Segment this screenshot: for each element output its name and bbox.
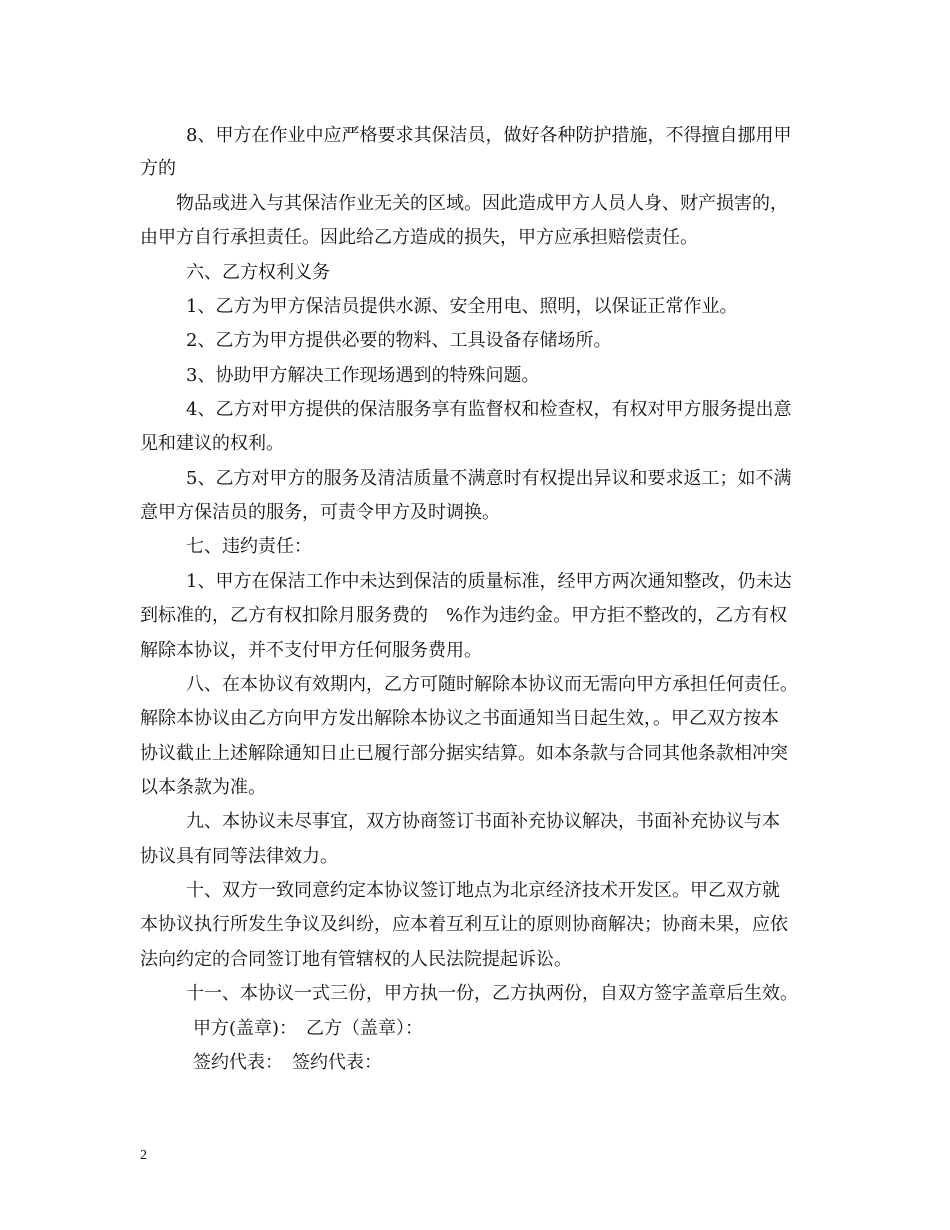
text-line: 协议截止上述解除通知日止已履行部分据实结算。如本条款与合同其他条款相冲突 xyxy=(140,743,788,764)
text-line: 法向约定的合同签订地有管辖权的人民法院提起诉讼。 xyxy=(140,949,572,970)
section-heading: 六、乙方权利义务 xyxy=(186,262,330,283)
text-line: 协议具有同等法律效力。 xyxy=(140,846,338,867)
text-line: 方的 xyxy=(140,158,176,179)
text-line: 到标准的，乙方有权扣除月服务费的 %作为违约金。甲方拒不整改的，乙方有权 xyxy=(140,605,788,626)
text-line: 5、乙方对甲方的服务及清洁质量不满意时有权提出异议和要求返工；如不满 xyxy=(186,468,792,489)
text-line: 意甲方保洁员的服务，可责令甲方及时调换。 xyxy=(140,502,500,523)
page-number: 2 xyxy=(140,1148,147,1163)
signature-representative-line: 签约代表： 签约代表： xyxy=(193,1052,382,1073)
signature-party-line: 甲方(盖章)： 乙方（盖章）： xyxy=(193,1018,424,1039)
text-line: 由甲方自行承担责任。因此给乙方造成的损失，甲方应承担赔偿责任。 xyxy=(140,227,698,248)
text-line: 十、双方一致同意约定本协议签订地点为北京经济技术开发区。甲乙双方就 xyxy=(186,880,780,901)
text-line: 十一、本协议一式三份，甲方执一份，乙方执两份，自双方签字盖章后生效。 xyxy=(186,983,798,1004)
text-line: 九、本协议未尽事宜，双方协商签订书面补充协议解决，书面补充协议与本 xyxy=(186,811,780,832)
text-line: 8、甲方在作业中应严格要求其保洁员，做好各种防护措施，不得擅自挪用甲 xyxy=(186,125,792,146)
text-line: 物品或进入与其保洁作业无关的区域。因此造成甲方人员人身、财产损害的， xyxy=(176,193,788,214)
text-line: 1、甲方在保洁工作中未达到保洁的质量标准，经甲方两次通知整改，仍未达 xyxy=(186,571,792,592)
text-line: 本协议执行所发生争议及纠纷，应本着互利互让的原则协商解决；协商未果，应依 xyxy=(140,914,788,935)
text-line: 解除本协议由乙方向甲方发出解除本协议之书面通知当日起生效，。甲乙双方按本 xyxy=(140,708,779,729)
text-line: 3、协助甲方解决工作现场遇到的特殊问题。 xyxy=(186,365,540,386)
section-heading: 七、违约责任： xyxy=(186,536,312,557)
text-line: 以本条款为准。 xyxy=(140,777,266,798)
text-line: 见和建议的权利。 xyxy=(140,433,284,454)
text-line: 2、乙方为甲方提供必要的物料、工具设备存储场所。 xyxy=(186,330,612,351)
text-line: 4、乙方对甲方提供的保洁服务享有监督权和检查权，有权对甲方服务提出意 xyxy=(186,399,792,420)
text-line: 1、乙方为甲方保洁员提供水源、安全用电、照明，以保证正常作业。 xyxy=(186,296,738,317)
text-line: 八、在本协议有效期内，乙方可随时解除本协议而无需向甲方承担任何责任。 xyxy=(186,674,798,695)
text-line: 解除本协议，并不支付甲方任何服务费用。 xyxy=(140,640,482,661)
